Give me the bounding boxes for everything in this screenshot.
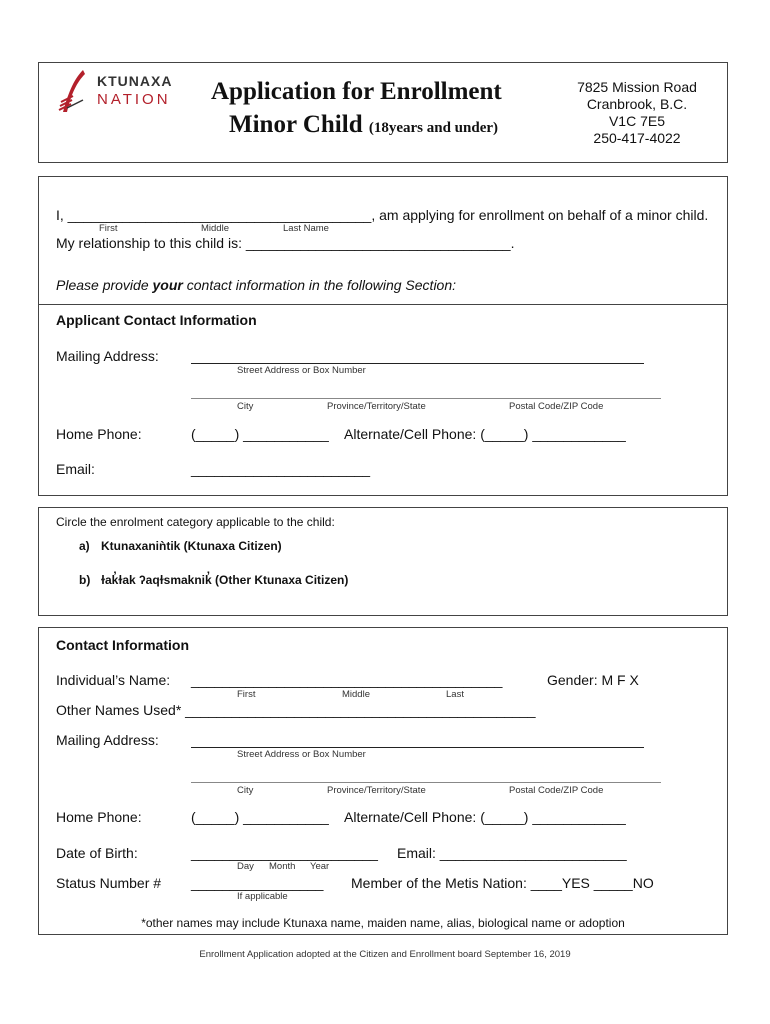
applicant-alt-phone-field[interactable]: Alternate/Cell Phone: (_____) ____________ xyxy=(344,426,626,442)
logo-text-line1: KTUNAXA xyxy=(97,73,173,89)
dob-label: Date of Birth: xyxy=(56,845,138,861)
address-line: Cranbrook, B.C. xyxy=(586,96,688,112)
contact-alt-phone-field[interactable]: Alternate/Cell Phone: (_____) ____________ xyxy=(344,809,626,825)
metis-member-field[interactable]: Member of the Metis Nation: ____YES _____NO xyxy=(351,875,654,891)
category-option-ktunaxa-citizen[interactable]: Ktunaxaniǹtik (Ktunaxa Citizen) xyxy=(101,539,282,553)
province-hint: Province/Territory/State xyxy=(327,785,426,796)
middle-name-hint: Middle xyxy=(342,689,370,700)
gender-field[interactable]: Gender: M F X xyxy=(547,672,639,688)
category-section-box xyxy=(38,507,728,616)
individual-name-label: Individual’s Name: xyxy=(56,672,171,688)
contact-email-field[interactable]: Email: ________________________ xyxy=(397,845,627,861)
category-b-marker: b) xyxy=(79,573,91,587)
applicant-home-phone-field[interactable]: (_____) ___________ xyxy=(191,426,329,442)
applying-statement[interactable]: I, _______________________________________, am applying for enrollment on behalf of a minor child. xyxy=(56,207,709,223)
category-a-marker: a) xyxy=(79,539,90,553)
dob-field[interactable]: ________________________ xyxy=(191,845,378,861)
address-line: 250-417-4022 xyxy=(593,130,681,146)
contact-heading: Contact Information xyxy=(56,637,189,653)
postal-hint: Postal Code/ZIP Code xyxy=(509,401,604,412)
status-number-field[interactable]: _________________ xyxy=(191,875,324,891)
contact-section-box xyxy=(38,627,728,935)
last-name-hint: Last xyxy=(446,689,464,700)
province-hint: Province/Territory/State xyxy=(327,401,426,412)
applicant-mailing-label: Mailing Address: xyxy=(56,348,159,364)
other-names-field[interactable]: Other Names Used* _____________________________________________ xyxy=(56,702,536,718)
first-name-hint: First xyxy=(99,223,118,234)
applicant-email-field[interactable]: _______________________ xyxy=(191,461,371,477)
applicant-heading: Applicant Contact Information xyxy=(56,312,257,328)
last-name-hint: Last Name xyxy=(283,223,329,234)
city-hint: City xyxy=(237,785,254,796)
contact-street-field[interactable] xyxy=(191,747,644,748)
address-line: 7825 Mission Road xyxy=(577,79,697,95)
if-applicable-hint: If applicable xyxy=(237,891,288,902)
header-box xyxy=(38,62,728,163)
postal-hint: Postal Code/ZIP Code xyxy=(509,785,604,796)
relationship-field[interactable]: My relationship to this child is: __________________________________. xyxy=(56,235,515,251)
category-instruction: Circle the enrolment category applicable to the child: xyxy=(56,515,335,529)
contact-home-phone-label: Home Phone: xyxy=(56,809,142,825)
middle-name-hint: Middle xyxy=(201,223,229,234)
category-option-other-ktunaxa-citizen[interactable]: ɫak̓ɫak ʔaqɫsmaknik̓ (Other Ktunaxa Citizen) xyxy=(101,573,349,587)
section-divider xyxy=(39,304,727,305)
individual-name-field[interactable]: ________________________________________ xyxy=(191,672,503,688)
other-names-footnote: *other names may include Ktunaxa name, maiden name, alias, biological name or adoption xyxy=(141,916,625,930)
day-hint: Day xyxy=(237,861,254,872)
address-line: V1C 7E5 xyxy=(608,113,666,129)
year-hint: Year xyxy=(310,861,330,872)
applicant-street-field[interactable] xyxy=(191,363,644,364)
street-hint: Street Address or Box Number xyxy=(237,749,366,760)
city-hint: City xyxy=(237,401,254,412)
contact-mailing-label: Mailing Address: xyxy=(56,732,159,748)
logo-text-line2: NATION xyxy=(97,91,171,108)
status-number-label: Status Number # xyxy=(56,875,162,891)
applicant-city-field[interactable] xyxy=(191,398,661,399)
page-title-line1: Application for Enrollment xyxy=(211,78,502,105)
page-footer: Enrollment Application adopted at the Citizen and Enrollment board September 16, 2019 xyxy=(199,949,571,960)
applicant-email-label: Email: xyxy=(56,461,95,477)
street-hint: Street Address or Box Number xyxy=(237,365,366,376)
first-name-hint: First xyxy=(237,689,256,700)
applicant-home-phone-label: Home Phone: xyxy=(56,426,142,442)
contact-instruction: Please provide your contact information in the following Section: xyxy=(56,277,457,293)
month-hint: Month xyxy=(269,861,296,872)
organization-address xyxy=(567,79,707,147)
applicant-section-box xyxy=(38,176,728,496)
ktunaxa-logo-icon xyxy=(55,68,95,118)
contact-city-field[interactable] xyxy=(191,782,661,783)
page-title-line2: Minor Child (18years and under) xyxy=(229,111,499,138)
contact-home-phone-field[interactable]: (_____) ___________ xyxy=(191,809,329,825)
